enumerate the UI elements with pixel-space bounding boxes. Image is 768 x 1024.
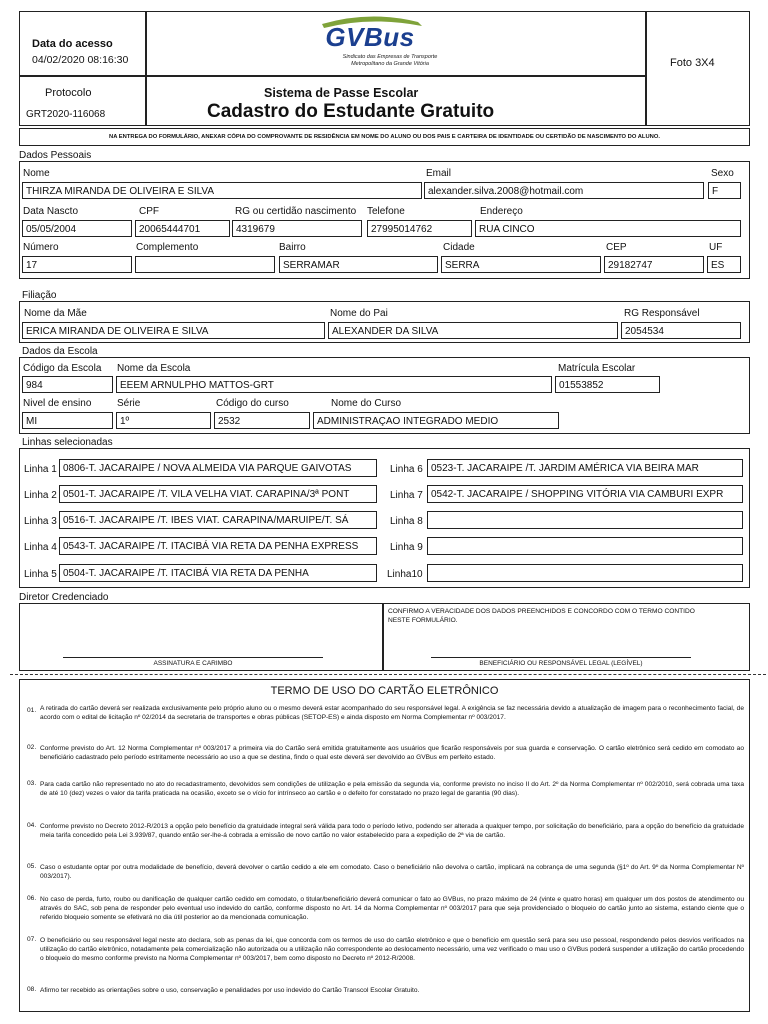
cod-escola-label: Código da Escola [23,363,102,374]
sig-right-label: BENEFICIÁRIO OU RESPONSÁVEL LEGAL (LEGÍVEL) [479,660,643,667]
photo-label: Foto 3X4 [670,57,715,69]
nome-escola-label: Nome da Escola [117,363,191,374]
rg-field[interactable]: 4319679 [232,220,362,237]
escola-section-title: Dados da Escola [22,346,98,357]
sig-line-right [431,657,691,658]
uf-field[interactable]: ES [707,256,741,273]
logo-sub2: Metropolitano da Grande Vitória [351,61,429,67]
termo-item-3: Para cada cartão não representado no ato do recadastramento, devolvidos sem condições de utilização e pela emissão da segunda via, conforme previsto no inciso II do Art. 2º da Norma Complementar nº 002/2010, será cobrada uma taxa de até 10 (dez) vezes o valor da tarifa praticada na ocasião, exceto se o vício for intrínseco ao cartão e o defeito for constatado no prazo legal de garantia (90 dias). [40,781,744,797]
linha-4-field[interactable]: 0543-T. JACARAIPE /T. ITACIBÁ VIA RETA DA PENHA EXPRESS [59,537,377,555]
matricula-field[interactable]: 01553852 [555,376,660,393]
rgresp-field[interactable]: 2054534 [621,322,741,339]
email-label: Email [426,168,452,179]
linha-4-label: Linha 4 [24,542,57,553]
uf-label: UF [709,242,723,253]
linha-2-field[interactable]: 0501-T. JACARAIPE /T. VILA VELHA VIAT. CARAPINA/3ª PONT [59,485,377,503]
cpf-label: CPF [139,206,159,217]
nasc-field[interactable]: 05/05/2004 [22,220,132,237]
linha-1-field[interactable]: 0806-T. JACARAIPE / NOVA ALMEIDA VIA PARQUE GAIVOTAS [59,459,377,477]
cidade-label: Cidade [443,242,475,253]
num-field[interactable]: 17 [22,256,132,273]
system-title: Sistema de Passe Escolar [264,86,419,100]
access-value: 04/02/2020 08:16:30 [32,54,129,66]
nivel-label: Nivel de ensino [23,398,92,409]
logo-text: GVBus [325,22,415,52]
linha-10-field[interactable] [427,564,743,582]
bairro-field[interactable]: SERRAMAR [279,256,438,273]
linha-1-label: Linha 1 [24,464,57,475]
gvbus-logo [300,14,440,72]
termo-item-4: Conforme previsto no Decreto 2012-R/2013 a opção pelo benefício da gratuidade integral será válida para todo o período letivo, podendo ser alterada a qualquer tempo, por solicitação do beneficiário, para a opção do benefício da gratuidade meia tarifa concedido pela Lei 3.939/87, quando então ser-lhe-á cobrada a emissão de novo cartão no valor estabelecido para a expedição de 2ª via de cartão. [40,823,744,839]
cod-curso-label: Código do curso [216,398,289,409]
cod-escola-field[interactable]: 984 [22,376,113,393]
linha-9-field[interactable] [427,537,743,555]
form-title: Cadastro do Estudante Gratuito [207,101,495,122]
protocol-value: GRT2020-116068 [26,109,106,120]
linha-7-label: Linha 7 [390,490,423,501]
tel-field[interactable]: 27995014762 [367,220,472,237]
linha-10-label: Linha10 [387,569,423,580]
serie-label: Série [117,398,141,409]
nome-field[interactable]: THIRZA MIRANDA DE OLIVEIRA E SILVA [22,182,422,199]
linhas-section-title: Linhas selecionadas [22,437,113,448]
linha-7-field[interactable]: 0542-T. JACARAIPE / SHOPPING VITÓRIA VIA CAMBURI EXPR [427,485,743,503]
termo-num-7: 07. [27,936,37,943]
email-field[interactable]: alexander.silva.2008@hotmail.com [424,182,704,199]
end-field[interactable]: RUA CINCO [475,220,741,237]
end-label: Endereço [480,206,523,217]
linha-3-field[interactable]: 0516-T. JACARAIPE /T. IBES VIAT. CARAPINA/MARUIPE/T. SÁ [59,511,377,529]
logo-sub1: Sindicato das Empresas de Transporte [342,54,438,60]
linha-9-label: Linha 9 [390,542,423,553]
linha-2-label: Linha 2 [24,490,57,501]
linha-6-label: Linha 6 [390,464,423,475]
cut-line [10,674,766,675]
comp-label: Complemento [136,242,199,253]
termo-num-3: 03. [27,780,37,787]
num-label: Número [23,242,59,253]
termo-item-5: Caso o estudante optar por outra modalidade de benefício, deverá devolver o cartão cedido a ele em comodato. Caso o beneficiário não devolva o cartão, implicará na cobrança de uma segunda (§1º do Art. 9º da Norma Complementar Nº 003/2017). [40,864,744,880]
rgresp-label: RG Responsável [624,308,700,319]
cep-label: CEP [606,242,627,253]
sig-left-label: ASSINATURA E CARIMBO [153,660,233,667]
termo-num-4: 04. [27,822,37,829]
linha-5-field[interactable]: 0504-T. JACARAIPE /T. ITACIBÁ VIA RETA DA PENHA [59,564,377,582]
curso-field[interactable]: ADMINISTRAÇAO INTEGRADO MEDIO [313,412,559,429]
mae-label: Nome da Mãe [24,308,87,319]
termo-item-6: No caso de perda, furto, roubo ou danificação de qualquer cartão cedido em comodato, o titular/beneficiário deverá comunicar o fato ao GVBus, no prazo máximo de 24 (vinte e quatro horas) em qualquer um dos postos de atendimento ou através do SAC, sob pena de responder pelo eventual uso indevido do cartão, conforme disposto no Art. 14 da Norma Complementar nº 003/2017 para que seja providenciado o bloqueio do cartão junto ao sistema, estando ciente que o referido bloqueio somente se efetivará no dia útil posterior ao da mencionada comunicação. [40,896,744,921]
sexo-field[interactable]: F [708,182,741,199]
confirm-text: CONFIRMO A VERACIDADE DOS DADOS PREENCHIDOS E CONCORDO COM O TERMO CONTIDO NESTE FORMULÁRIO. [388,608,695,624]
nasc-label: Data Nascto [23,206,79,217]
cep-field[interactable]: 29182747 [604,256,704,273]
diretor-section-title: Diretor Credenciado [19,592,109,603]
linha-8-label: Linha 8 [390,516,423,527]
termo-title: TERMO DE USO DO CARTÃO ELETRÔNICO [270,685,499,697]
nome-label: Nome [23,168,50,179]
linha-5-label: Linha 5 [24,569,57,580]
notice-text: NA ENTREGA DO FORMULÁRIO, ANEXAR CÓPIA DO COMPROVANTE DE RESIDÊNCIA EM NOME DO ALUNO OU DOS PAIS E CARTEIRA DE IDENTIDADE OU CERTIDÃO DE NASCIMENTO DO ALUNO. [109,134,660,140]
pai-label: Nome do Pai [330,308,388,319]
cpf-field[interactable]: 20065444701 [135,220,230,237]
matricula-label: Matrícula Escolar [558,363,636,374]
linha-3-label: Linha 3 [24,516,57,527]
termo-item-7: O beneficiário ou seu responsável legal neste ato declara, sob as penas da lei, que concorda com os termos de uso do cartão eletrônico e que o benefício em questão será para seu uso pessoal, respondendo pelos desvios verificados na utilização do cartão eletrônico, notadamente pela comercialização não autorizada ou a utilização não correspondente ao deslocamento necessário, uma vez verificado o mau uso o GVBus poderá suspender a utilização do cartão procedendo o bloqueio do mesmo conforme previsto na Norma Complementar nº 003/2017, bem como disposto no Decreto nº 2012-R/2008. [40,937,744,962]
personal-section-title: Dados Pessoais [19,150,92,161]
sexo-label: Sexo [711,168,734,179]
termo-num-1: 01. [27,707,37,714]
curso-label: Nome do Curso [331,398,402,409]
termo-num-6: 06. [27,895,37,902]
protocol-label: Protocolo [45,87,92,99]
tel-label: Telefone [367,206,405,217]
comp-field[interactable] [135,256,275,273]
nivel-field[interactable]: MI [22,412,113,429]
pai-field[interactable]: ALEXANDER DA SILVA [328,322,618,339]
linha-6-field[interactable]: 0523-T. JACARAIPE /T. JARDIM AMÉRICA VIA BEIRA MAR [427,459,743,477]
cod-curso-field[interactable]: 2532 [214,412,310,429]
bairro-label: Bairro [279,242,306,253]
sig-line-left [63,657,323,658]
mae-field[interactable]: ERICA MIRANDA DE OLIVEIRA E SILVA [22,322,325,339]
termo-item-8: Afirmo ter recebido as orientações sobre o uso, conservação e penalidades por uso indevido do Cartão Transcol Escolar Gratuito. [40,987,420,994]
termo-num-8: 08. [27,986,37,993]
filiacao-section-title: Filiação [22,290,57,301]
cidade-field[interactable]: SERRA [441,256,601,273]
linha-8-field[interactable] [427,511,743,529]
termo-item-1: A retirada do cartão deverá ser realizada exclusivamente pelo próprio aluno ou o mesmo deverá estar acompanhado do seu responsável legal. A exigência se faz necessária devido a atualização de imagem para o reconhecimento facial, de acordo com o edital de licitação nº 02/2014 da secretaria de transportes e obras públicas (SETOP-ES) e ainda disposto em Norma Complementar nº 003/2017. [40,705,744,721]
access-label: Data do acesso [32,38,113,50]
rg-label: RG ou certidão nascimento [235,206,357,217]
termo-num-2: 02. [27,744,37,751]
serie-field[interactable]: 1º [116,412,211,429]
nome-escola-field[interactable]: EEEM ARNULPHO MATTOS-GRT [116,376,552,393]
termo-item-2: Conforme previsto do Art. 12 Norma Complementar nº 003/2017 a primeira via do Cartão será emitida gratuitamente aos usuários que ficarão responsáveis por sua guarda e conservação. O cartão eletrônico será cedido em comodato ao beneficiário cadastrado pelo período estritamente necessário ao uso a que se destina, findo o qual este deverá ser devolvido ao GVBus em perfeito estado. [40,745,744,761]
termo-num-5: 05. [27,863,37,870]
